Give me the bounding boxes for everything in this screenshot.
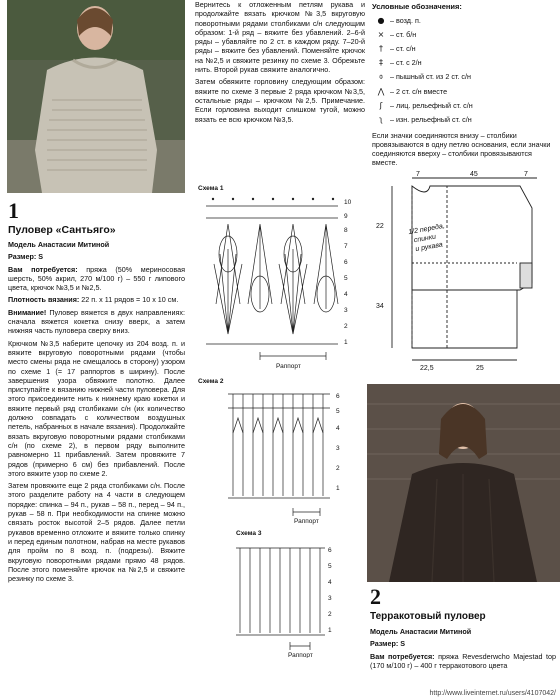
- scheme-3-row-label: 3: [328, 595, 332, 602]
- diagram-caption: спинки: [413, 233, 437, 245]
- pattern-diagram: [372, 168, 557, 378]
- diagram-caption: 1/2 переда,: [407, 222, 446, 237]
- scheme-1-row-label: 9: [344, 213, 348, 220]
- scheme-1-row-label: 3: [344, 307, 348, 314]
- scheme-2-row-label: 5: [336, 408, 340, 415]
- instructions-paragraph: Затем обвяжите горловину следующим образом: вяжите по схеме 3 первые 2 ряда крючком №3,5, остальные ряды – крючком №2,5. Примечание. Если горловина выходит слишком тугой, можно вязать ее всю крючком №3,5.: [195, 77, 365, 124]
- front-post-icon: ʃ: [379, 100, 383, 110]
- model-photo-1: [7, 0, 185, 193]
- legend-item: [372, 112, 557, 126]
- scheme-1-row-label: 6: [344, 259, 348, 266]
- project-2-model: Модель Анастасии Митиной: [370, 627, 472, 636]
- scheme-2-label: Схема 2: [198, 378, 224, 385]
- dimension-label: 45: [470, 171, 478, 178]
- scheme-1-label: Схема 1: [198, 185, 224, 192]
- legend: [372, 2, 557, 168]
- scheme-2-row-label: 6: [336, 393, 340, 400]
- scheme-2-row-label: 1: [336, 485, 340, 492]
- dimension-label: 7: [416, 171, 420, 178]
- materials-text: пряжа Revesderwcho Majestad top (170 м/100 г) – 400 г терракотового цвета: [370, 651, 557, 670]
- scheme-1-row-label: 4: [344, 291, 348, 298]
- dimension-label: 22: [376, 223, 384, 230]
- legend-item-text: – изн. рельефный ст. с/н: [390, 114, 472, 124]
- legend-item: [372, 56, 557, 70]
- project-2-size: Размер: S: [370, 639, 406, 649]
- legend-item: [372, 13, 557, 27]
- model-photo-1-image: [7, 0, 185, 193]
- scheme-3-row-label: 5: [328, 563, 332, 570]
- single-crochet-icon: ×: [377, 29, 385, 39]
- dimension-label: 22,5: [420, 365, 434, 372]
- scheme-2-chart: [198, 388, 363, 526]
- project-2-number: 2: [370, 584, 381, 609]
- legend-item: [372, 70, 557, 84]
- diagram-caption: и рукава: [414, 241, 444, 254]
- instructions-paragraph: Крючком №3,5 наберите цепочку из 204 возд. п. и вяжите вкруговую поворотными рядами (чтобы место смены ряда не смещалось в сторону) узором по схеме 1 (= 17 раппортов в ширину). После завершения узора обвяжите полотно. Далее приступайте к вязанию нижней части пуловера. Для этого присоедините нить к нижнему краю кокетки и вяжите первый ряд столбиками с/н (их количество должно совпадать с количеством воздушных петель, набранных в начале вязания). Продолжайте вязать вкруговую поворотными рядами столбиками с/н (по схеме 2), в первом ряду выполните равномерно 11 прибавлений. Затем провяжите 7 рядов (примерно 6 см) без прибавлений. После этого вяжите узор по схеме 2.: [8, 338, 185, 478]
- project-1-column-1: [8, 240, 185, 586]
- scheme-1-rapport-label: Раппорт: [276, 363, 301, 370]
- project-1-title: Пуловер «Сантьяго»: [8, 224, 116, 236]
- dimension-label: 34: [376, 303, 384, 310]
- chain-stitch-icon: ●: [377, 15, 385, 25]
- density-label: Плотность вязания:: [8, 295, 80, 305]
- scheme-2-rapport-label: Раппорт: [294, 518, 319, 525]
- legend-item-text: – ст. б/н: [390, 29, 417, 39]
- scheme-2-row-label: 2: [336, 465, 340, 472]
- scheme-3-row-label: 2: [328, 611, 332, 618]
- scheme-1-row-label: 5: [344, 275, 348, 282]
- legend-title: Условные обозначения:: [372, 2, 462, 11]
- project-2-details: [370, 627, 556, 673]
- legend-item-text: – лиц. рельефный ст. с/н: [390, 100, 473, 110]
- legend-item: [372, 84, 557, 98]
- project-1-size: Размер: S: [8, 252, 44, 262]
- scheme-1-row-label: 2: [344, 323, 348, 330]
- legend-item-text: – пышный ст. из 2 ст. с/н: [390, 72, 471, 82]
- scheme-1-row-label: 8: [344, 227, 348, 234]
- instructions-paragraph: Затем провяжите еще 2 ряда столбиками с/н. После этого разделите работу на 4 части в следующем порядке: спинка – 94 п., рукав – 58 п., перед – 94 п., рукав – 58 п. При необходимости на спинке можно связать росток высотой 2–5 рядов. Далее петли рукавов временно отложите и вяжите только спинку и перед единым полотном, набрав на месте рукавов для пройм по 8 возд. п. (подрезы). Вяжите вкруговую поворотными рядами прямо 48 рядов. После этого поменяйте крючок на №2,5 и свяжите резинку по схеме 3.: [8, 481, 185, 584]
- dimension-label: 7: [524, 171, 528, 178]
- scheme-1-chart: [198, 194, 363, 374]
- scheme-3-row-label: 4: [328, 579, 332, 586]
- legend-list: [372, 13, 557, 127]
- legend-item-text: – ст. с 2/н: [390, 58, 422, 68]
- attention-label: Внимание!: [8, 307, 47, 317]
- scheme-1-row-label: 7: [344, 243, 348, 250]
- legend-item-text: – 2 ст. с/н вместе: [390, 86, 448, 96]
- density-text: 22 п. х 11 рядов = 10 х 10 см.: [81, 295, 179, 305]
- scheme-2-row-label: 4: [336, 425, 340, 432]
- double-crochet-icon: †: [379, 43, 383, 53]
- scheme-2-row-label: 3: [336, 445, 340, 452]
- puff-stitch-icon: ⌽: [378, 71, 384, 81]
- scheme-3-rapport-label: Раппорт: [288, 652, 313, 658]
- model-photo-2: [367, 384, 560, 582]
- project-2-title: Терракотовый пуловер: [370, 611, 486, 622]
- legend-item: [372, 27, 557, 41]
- legend-item-text: – ст. с/н: [390, 43, 416, 53]
- project-1-column-2: [195, 0, 365, 127]
- dc2tog-icon: ⋀: [377, 86, 385, 96]
- instructions-paragraph: Вернитесь к отложенным петлям рукава и продолжайте вязать крючком №3,5 вкруговую поворотными рядами столбиками с/н следующим образом: 1-й ряд – вяжите без убавлений. 2–6-й ряды – убавляйте по 2 ст. в каждом ряду. 7–20-й ряды – вяжите без убавлений. Поменяйте крючок на №2,5 и свяжите резинку по схеме 3. Обрежьте нить. Второй рукав свяжите аналогично.: [195, 0, 365, 75]
- legend-item: [372, 98, 557, 112]
- project-1-model: Модель Анастасии Митиной: [8, 240, 110, 249]
- legend-note: Если значки соединяются внизу – столбики провязываются в одну петлю основания, если значки соединяются вверху – столбики провязываются вместе.: [372, 130, 551, 168]
- legend-item: [372, 41, 557, 55]
- legend-item-text: – возд. п.: [390, 15, 421, 25]
- attention-text: Пуловер вяжется в двух направлениях: сначала вяжется кокетка снизу вверх, а затем нижняя часть пуловера сверху вниз.: [8, 307, 185, 336]
- model-photo-2-image: [367, 384, 560, 582]
- scheme-3-chart: [230, 540, 365, 658]
- scheme-3-row-label: 1: [328, 627, 332, 634]
- project-1-number: 1: [8, 198, 19, 223]
- scheme-1-row-label: 10: [344, 199, 352, 206]
- watermark: http://www.liveinternet.ru/users/4107042/: [429, 690, 556, 697]
- materials-label: Вам потребуется:: [8, 264, 78, 274]
- treble-crochet-icon: ‡: [379, 58, 383, 68]
- scheme-1-row-label: 1: [344, 339, 348, 346]
- scheme-3-label: Схема 3: [236, 530, 262, 537]
- dimension-label: 25: [476, 365, 484, 372]
- scheme-3-row-label: 6: [328, 547, 332, 554]
- materials-label: Вам потребуется:: [370, 651, 435, 661]
- materials-text: пряжа (50% мериносовая шерсть, 50% акрил, 270 м/100 г) – 550 г липового цвета, крючок №3,5 и №2,5.: [8, 264, 186, 293]
- back-post-icon: ʅ: [379, 114, 383, 124]
